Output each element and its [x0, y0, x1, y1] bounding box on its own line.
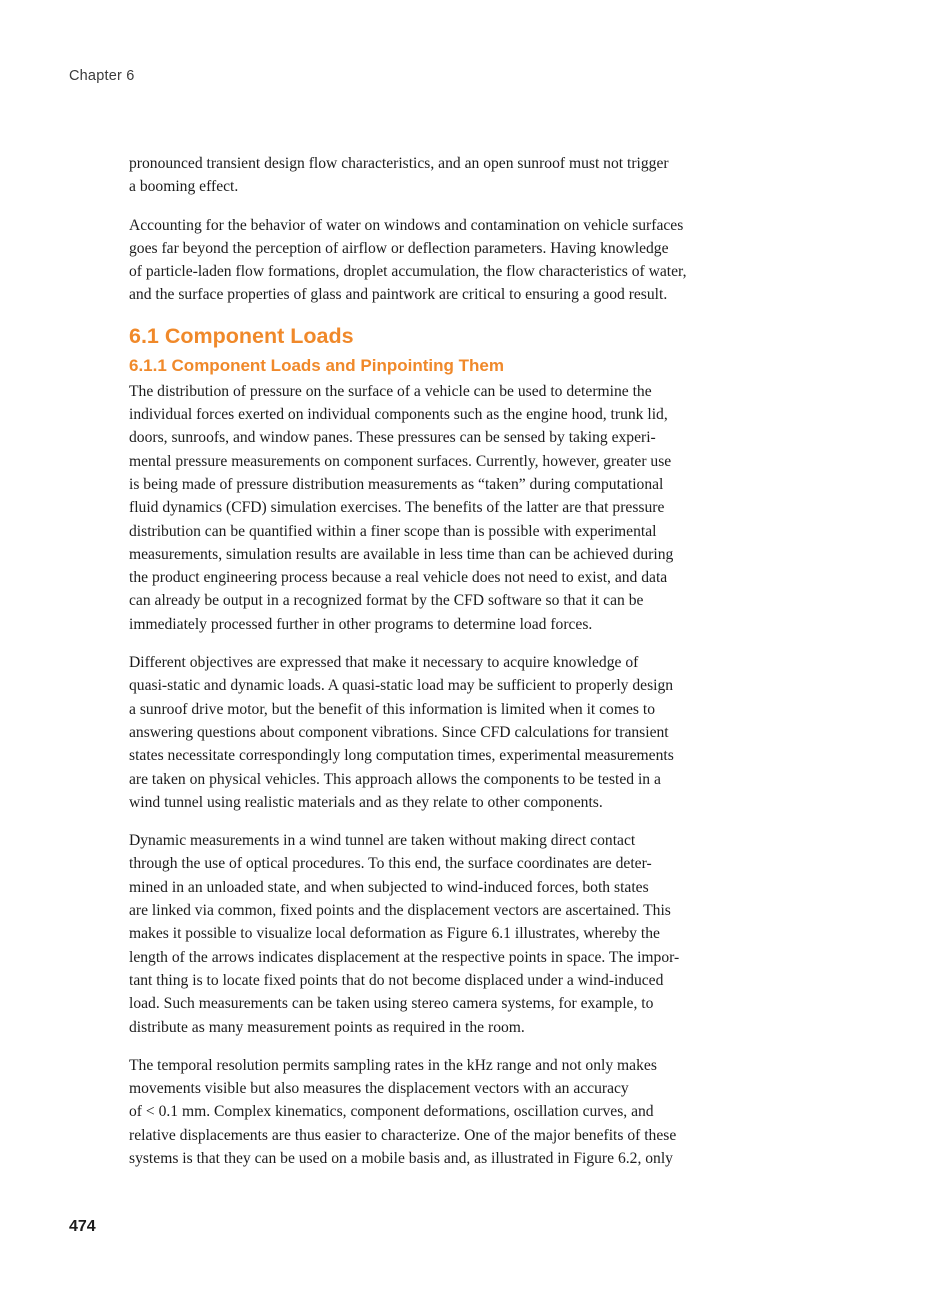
page-content [129, 152, 779, 1185]
text-line: quasi-static and dynamic loads. A quasi-static load may be sufficient to properly design [129, 677, 674, 695]
paragraph [129, 1054, 779, 1170]
text-line: of < 0.1 mm. Complex kinematics, component deformations, oscillation curves, and [129, 1103, 654, 1121]
text-line: are taken on physical vehicles. This approach allows the components to be tested in a [129, 770, 661, 788]
text-line: The distribution of pressure on the surface of a vehicle can be used to determine the [129, 382, 652, 400]
text-line: wind tunnel using realistic materials and as they relate to other components. [129, 793, 603, 811]
section-heading: 6.1 Component Loads [129, 323, 354, 348]
text-line: answering questions about component vibrations. Since CFD calculations for transient [129, 723, 669, 741]
text-line: measurements, simulation results are available in less time than can be achieved during [129, 545, 674, 563]
text-line: and the surface properties of glass and paintwork are critical to ensuring a good result. [129, 286, 668, 304]
paragraph [129, 651, 779, 814]
paragraph [129, 152, 779, 199]
text-line: systems is that they can be used on a mobile basis and, as illustrated in Figure 6.2, only [129, 1149, 673, 1167]
text-line: Accounting for the behavior of water on windows and contamination on vehicle surfaces [129, 216, 684, 234]
text-line: a booming effect. [129, 178, 239, 196]
intro-paragraphs [129, 152, 779, 307]
text-line: mined in an unloaded state, and when subjected to wind-induced forces, both states [129, 878, 649, 896]
paragraph [129, 829, 779, 1039]
running-head: Chapter 6 [69, 68, 135, 84]
text-line: through the use of optical procedures. To this end, the surface coordinates are deter- [129, 855, 652, 873]
text-line: goes far beyond the perception of airflow or deflection parameters. Having knowledge [129, 239, 669, 257]
text-line: doors, sunroofs, and window panes. These pressures can be sensed by taking experi- [129, 429, 656, 447]
text-line: relative displacements are thus easier to characterize. One of the major benefits of these [129, 1126, 677, 1144]
text-line: pronounced transient design flow characteristics, and an open sunroof must not trigger [129, 155, 669, 172]
paragraph [129, 380, 779, 636]
text-line: immediately processed further in other programs to determine load forces. [129, 615, 593, 633]
text-line: distribution can be quantified within a finer scope than is possible with experimental [129, 522, 657, 540]
text-line: states necessitate correspondingly long computation times, experimental measurements [129, 747, 674, 765]
text-line: load. Such measurements can be taken using stereo camera systems, for example, to [129, 995, 654, 1013]
text-line: The temporal resolution permits sampling rates in the kHz range and not only makes [129, 1056, 657, 1074]
text-line: Different objectives are expressed that make it necessary to acquire knowledge of [129, 654, 639, 672]
text-line: mental pressure measurements on component surfaces. Currently, however, greater use [129, 452, 672, 470]
text-line: a sunroof drive motor, but the benefit of this information is limited when it comes to [129, 700, 655, 718]
text-line: is being made of pressure distribution measurements as “taken” during computational [129, 475, 664, 493]
text-line: of particle-laden flow formations, droplet accumulation, the flow characteristics of water, [129, 263, 687, 281]
text-line: length of the arrows indicates displacement at the respective points in space. The impor- [129, 948, 680, 966]
text-line: distribute as many measurement points as required in the room. [129, 1018, 525, 1036]
subsection-heading: 6.1.1 Component Loads and Pinpointing Them [129, 355, 504, 375]
text-line: Dynamic measurements in a wind tunnel are taken without making direct contact [129, 832, 636, 850]
text-line: fluid dynamics (CFD) simulation exercises. The benefits of the latter are that pressure [129, 499, 665, 517]
text-line: the product engineering process because a real vehicle does not need to exist, and data [129, 569, 668, 587]
paragraph [129, 214, 779, 307]
page-number: 474 [69, 1218, 96, 1235]
text-line: makes it possible to visualize local deformation as Figure 6.1 illustrates, whereby the [129, 925, 660, 943]
text-line: are linked via common, fixed points and the displacement vectors are ascertained. This [129, 902, 671, 920]
text-line: tant thing is to locate fixed points that do not become displaced under a wind-induced [129, 971, 664, 989]
text-line: can already be output in a recognized format by the CFD software so that it can be [129, 592, 644, 610]
text-line: movements visible but also measures the displacement vectors with an accuracy [129, 1080, 629, 1098]
text-line: individual forces exerted on individual components such as the engine hood, trunk lid, [129, 406, 668, 424]
body-paragraphs [129, 380, 779, 1171]
